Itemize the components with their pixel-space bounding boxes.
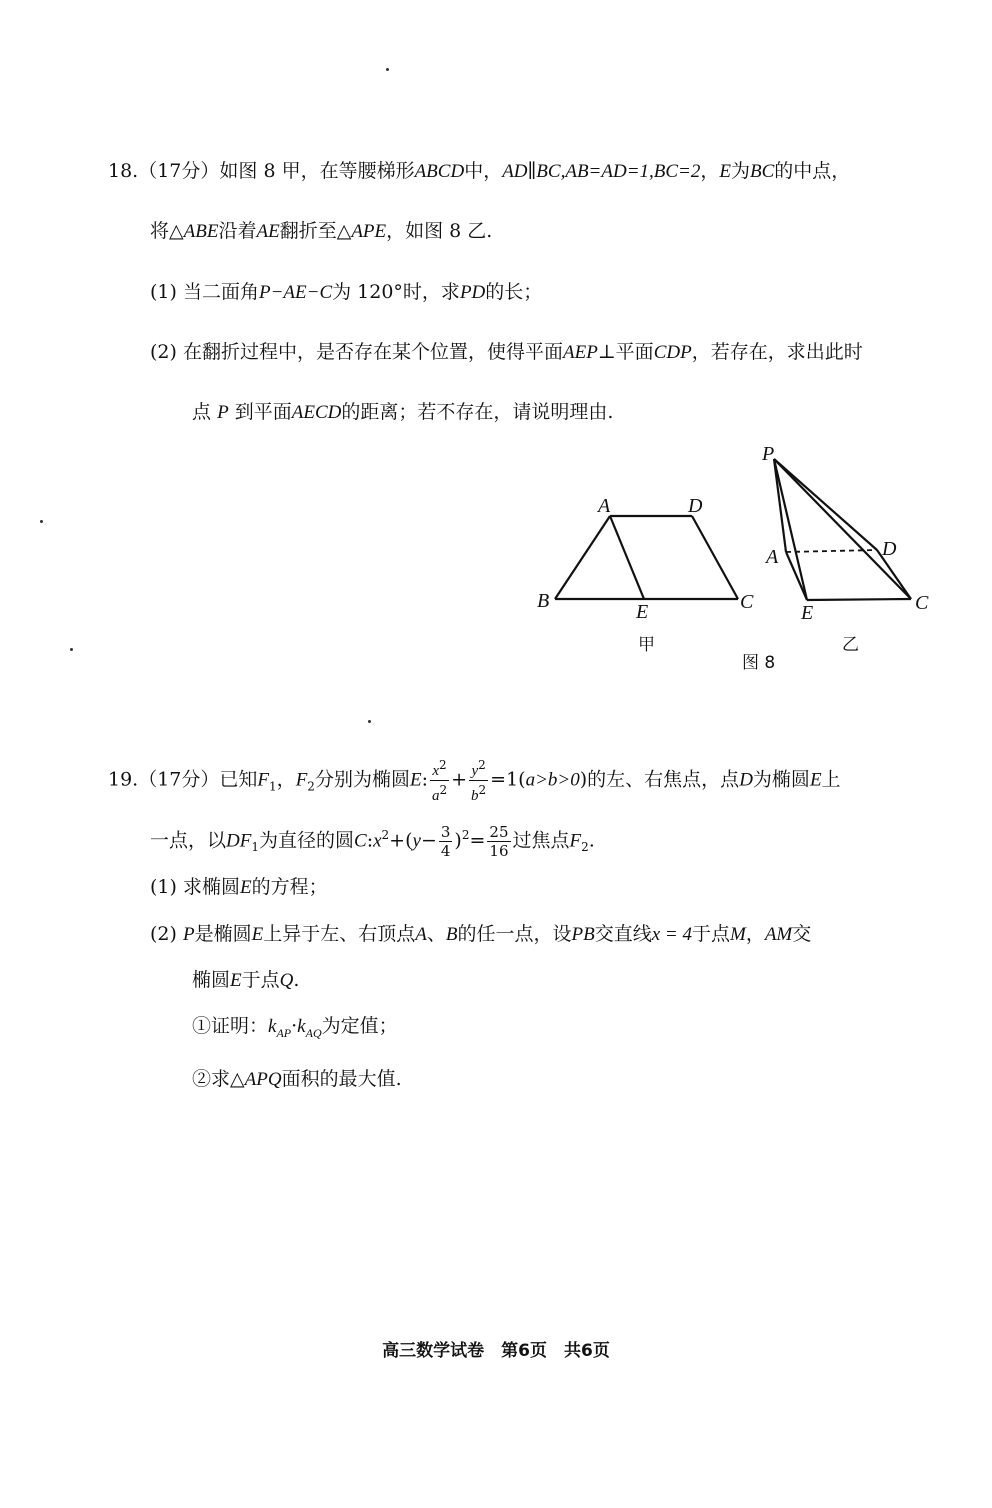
fraction-y2-b2: $\frac{y^2}{b^2}$ <box>471 758 487 804</box>
q19-part-1: (1) 求椭圆E的方程； <box>150 876 328 898</box>
q18-part-2-cont: 点 P 到平面AECD的距离；若不存在，请说明理由. <box>192 401 614 423</box>
q19-part-2: (2) P是椭圆E上异于左、右顶点A、B的任一点，设PB交直线x = 4于点M，AM交 <box>150 923 812 945</box>
label-d-left: D <box>688 495 703 517</box>
figure-8 <box>520 430 960 680</box>
scan-speck <box>368 720 371 723</box>
q18-number: 18. <box>108 160 139 182</box>
q19-number: 19. <box>108 768 139 791</box>
label-a-left: A <box>598 495 611 517</box>
q19-part-2-cont: 椭圆E于点Q. <box>192 969 300 991</box>
fraction-x2-a2: $\frac{x^2}{a^2}$ <box>431 758 448 804</box>
q19-subpart-1: ①证明：$k_{AP}\cdot k_{AQ}$为定值； <box>192 1015 398 1040</box>
label-p-right: P <box>762 443 775 465</box>
figure-caption: 图 8 <box>742 653 776 673</box>
label-d-right: D <box>882 538 897 560</box>
label-e-right: E <box>801 602 814 624</box>
fraction-25-16: $\frac{25}{16}$ <box>489 822 509 860</box>
q18-part-1: (1) 当二面角P−AE−C为 120°时，求PD的长； <box>150 281 543 303</box>
q19-line-1: 19.（17分）已知$F_1$，$F_2$分别为椭圆E: $\frac{x^2}{a^2}$ + $\frac{y^2}{b^2}$ =1(a>b>0)的左、右焦点，点D为椭圆E上 <box>108 758 841 804</box>
scan-speck <box>386 68 389 71</box>
scan-speck <box>70 648 73 651</box>
q18-part-2: (2) 在翻折过程中，是否存在某个位置，使得平面AEP⊥平面CDP，若存在，求出此时 <box>150 341 863 363</box>
trapezoid-figure <box>555 516 738 599</box>
q18-line-1: 18.（17分）如图 8 甲，在等腰梯形ABCD中，AD∥BC,AB=AD=1,BC=2，E为BC的中点， <box>108 160 851 182</box>
q18-line-2: 将△ABE沿着AE翻折至△APE，如图 8 乙. <box>150 220 493 242</box>
page-footer: 高三数学试卷 第6页 共6页 <box>382 1341 610 1361</box>
label-a-right: A <box>766 546 779 568</box>
label-c-right: C <box>915 592 929 614</box>
fraction-3-4: $\frac{3}{4}$ <box>440 822 451 860</box>
caption-jia: 甲 <box>638 635 655 655</box>
caption-yi: 乙 <box>842 635 859 655</box>
label-b-left: B <box>537 590 550 612</box>
label-c-left: C <box>740 591 754 613</box>
q19-subpart-2: ②求△APQ面积的最大值. <box>192 1068 402 1090</box>
label-e-left: E <box>636 601 649 623</box>
pyramid-figure <box>774 459 911 600</box>
q19-line-2: 一点，以$DF_1$为直径的圆$C:x^2+(y-$ $\frac{3}{4}$ )$^2$= $\frac{25}{16}$ 过焦点$F_2$. <box>150 822 595 860</box>
scan-speck <box>40 520 43 523</box>
